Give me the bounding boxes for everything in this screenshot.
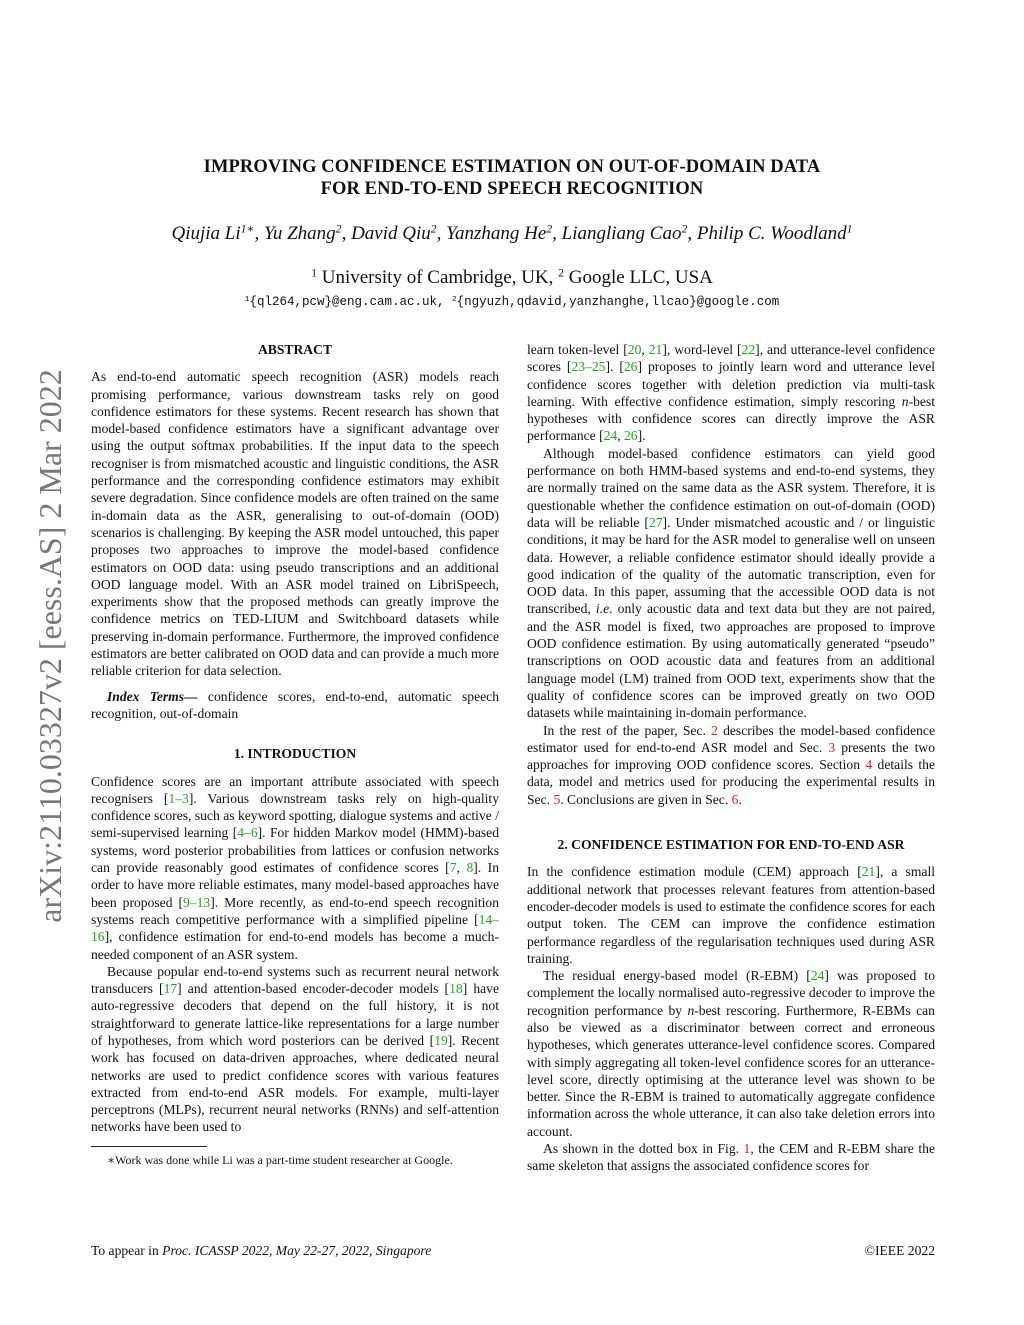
figure-ref-link[interactable]: 1 xyxy=(743,1141,751,1157)
citation-link[interactable]: 21 xyxy=(861,864,876,880)
text-run: In the rest of the paper, Sec. xyxy=(543,722,712,738)
right-paragraph-5 xyxy=(527,967,935,1140)
affiliation-google: Google LLC, USA xyxy=(564,267,713,288)
author-affiliation-mark: 2 xyxy=(546,222,553,236)
text-run: , the CEM and R-EBM share the same skeleton that assigns the associated confidence scores for xyxy=(527,1141,935,1174)
footer-venue-prefix: To appear in xyxy=(91,1243,163,1258)
section-ref-link[interactable]: 2 xyxy=(711,722,718,738)
affiliation-cambridge: University of Cambridge, UK, xyxy=(317,267,559,288)
text-run: ] was proposed to complement the locally normalised auto-regressive decoder to improve the recognition performance by xyxy=(527,968,935,1018)
author-name: Yanzhang He xyxy=(446,223,547,244)
text-run: . Conclusions are given in Sec. xyxy=(560,791,732,807)
citation-link[interactable]: 26 xyxy=(624,428,638,444)
text-run: ]. In order to have more reliable estimates, many model-based approaches have been proposed [ xyxy=(91,860,500,910)
footer-venue-name: Proc. ICASSP 2022, May 22-27, 2022, Singapore xyxy=(162,1243,432,1258)
section-ref-link[interactable]: 6 xyxy=(731,791,739,807)
text-run: Confidence scores are an important attribute associated with speech recognisers [ xyxy=(91,773,499,806)
abstract-text: As end-to-end automatic speech recognition (ASR) models reach promising performance, various downstream tasks rely on good confidence estimators for these systems. Recent research has shown that model-based confidence estimators have a significant advantage over using the output softmax probabilities. If the input data to the speech recogniser is from mismatched acoustic and linguistic conditions, the ASR performance and the corresponding confidence estimators may exhibit severe degradation. Since confidence models are often trained on the same in-domain data as the ASR, generalising to out-of-domain (OOD) scenarios is challenging. By keeping the ASR model untouched, this paper proposes two approaches to improve the model-based confidence estimators on OOD data: using pseudo transcriptions and an additional OOD language model. With an ASR model trained on LibriSpeech, experiments show that the proposed methods can greatly improve the confidence metrics on TED-LIUM and Switchboard datasets while preserving in-domain performance. Furthermore, the improved confidence estimators are better calibrated on OOD data and can provide a much more reliable criterion for data selection. xyxy=(91,369,499,679)
left-column xyxy=(91,341,499,1168)
index-terms-text: confidence scores, end-to-end, automatic speech recognition, out-of-domain xyxy=(91,688,499,721)
text-run: . xyxy=(738,791,742,807)
text-run: ]. More recently, as end-to-end speech recognition systems reach competitive performance with a simplified pipeline [ xyxy=(91,894,499,927)
text-run: ]. For hidden Markov model (HMM)-based systems, word posterior probabilities from lattices or confusion networks can provide reasonably good estimates of confidence scores [ xyxy=(91,825,500,876)
author-separator: , xyxy=(687,223,697,244)
arxiv-identifier-sidebar: arXiv:2110.03327v2 [eess.AS] 2 Mar 2022 xyxy=(32,369,68,923)
citation-link[interactable]: 19 xyxy=(434,1032,448,1048)
intro-heading: 1. INTRODUCTION xyxy=(233,746,357,762)
citation-link[interactable]: 21 xyxy=(648,342,663,357)
text-run: In the confidence estimation module (CEM) approach [ xyxy=(527,864,862,880)
author-separator: , xyxy=(436,223,447,244)
author-affiliation-mark: 1 xyxy=(846,222,853,236)
affiliation-mark: 1 xyxy=(311,266,317,280)
text-run: ]. Various downstream tasks rely on high-quality confidence scores, such as keyword spotting, dialogue systems and active / semi-supervised learning [ xyxy=(91,790,499,841)
index-terms xyxy=(91,688,499,723)
intro-paragraph-1 xyxy=(91,773,499,963)
text-run: The residual energy-based model (R-EBM) [ xyxy=(543,968,811,984)
paper-title xyxy=(150,156,874,200)
section-ref-link[interactable]: 4 xyxy=(865,757,873,773)
section-ref-link[interactable]: 3 xyxy=(828,739,836,755)
email-group-cambridge[interactable]: {ql264,pcw}@eng.cam.ac.uk, xyxy=(249,295,452,309)
author-affiliation-mark: 1∗ xyxy=(240,222,255,236)
index-terms-label: Index Terms— xyxy=(107,688,198,704)
right-paragraph-1 xyxy=(527,341,935,445)
section-ref-link[interactable]: 5 xyxy=(553,791,561,807)
affiliation-mark: 2 xyxy=(558,266,565,280)
text-run: ] proposes to jointly learn word and utterance level confidence scores together with deletion prediction via multi-task learning. With effective confidence estimation, simply rescoring xyxy=(527,359,936,409)
text-run: ], word-level [ xyxy=(662,342,742,357)
author-name: Qiujia Li xyxy=(171,223,241,244)
citation-link[interactable]: 24 xyxy=(810,968,825,984)
right-paragraph-4 xyxy=(527,863,935,967)
text-run: Because popular end-to-end systems such as recurrent neural network transducers [ xyxy=(91,963,499,997)
citation-link[interactable]: 18 xyxy=(449,981,463,997)
abstract-heading: ABSTRACT xyxy=(257,342,333,357)
intro-paragraph-2 xyxy=(91,963,499,1136)
citation-link[interactable]: 24 xyxy=(603,428,618,444)
text-run: ], and utterance-level confidence scores [ xyxy=(527,342,935,375)
text-run: ]. [ xyxy=(605,359,624,375)
email-group-google[interactable]: {ngyuzh,qdavid,yanzhanghe,llcao}@google.com xyxy=(456,295,780,309)
title-line-1: IMPROVING CONFIDENCE ESTIMATION ON OUT-OF-DOMAIN DATA xyxy=(203,157,821,177)
author-separator: , xyxy=(254,223,265,244)
right-column xyxy=(527,341,935,1175)
citation-link[interactable]: 27 xyxy=(648,514,663,530)
title-line-2: FOR END-TO-END SPEECH RECOGNITION xyxy=(320,179,704,199)
citation-link[interactable]: 26 xyxy=(623,359,638,375)
text-run: , xyxy=(617,428,624,444)
right-paragraph-6 xyxy=(527,1140,935,1175)
citation-link[interactable]: 20 xyxy=(627,342,642,357)
author-name: David Qiu xyxy=(351,223,431,244)
right-paragraph-2 xyxy=(527,445,935,722)
text-run: -best rescoring. Furthermore, R-EBMs can also be viewed as a discriminator between correct and erroneous hypotheses, which generates utterance-level confidence scores. Compared with simply aggregating all token-level confidence scores for an utterance-level score, directly optimising at the utterance level was shown to be better. Since the R-EBM is trained to automatically aggregate confidence information across the whole utterance, it can also take deletion errors into account. xyxy=(527,1002,935,1139)
text-run: . only acoustic data and text data but they are not paired, and the ASR model is fixed, two approaches are proposed to improve OOD confidence estimation. By using automatically generated “pseudo” transcriptions on OOD acoustic data and features from an additional language model (LM) trained from OOD text, experiments show that the quality of confidence scores can be improved greatly on two OOD datasets while maintaining in-domain performance. xyxy=(527,601,936,721)
right-paragraph-3 xyxy=(527,722,935,808)
citation-link[interactable]: 22 xyxy=(741,342,756,357)
author-affiliation-mark: 2 xyxy=(430,222,437,236)
footnote: ∗Work was done while Li was a part-time student researcher at Google. xyxy=(107,1152,453,1167)
text-run: ]. Under mismatched acoustic and / or linguistic conditions, it may be hard for the ASR model to generalise well on unseen data. However, a reliable confidence estimator should ideally provide a good indication of the quality of the automatic transcription, even for OOD data. In this paper, assuming that the accessible OOD data is not transcribed, xyxy=(527,514,935,617)
author-list xyxy=(100,222,924,246)
math-n: n xyxy=(687,1002,695,1018)
footnote-rule xyxy=(91,1146,207,1147)
author-affiliation-mark: 2 xyxy=(681,222,688,236)
text-run: details the data, model and metrics used for producing the experimental results in Sec. xyxy=(527,757,936,807)
math-n: n xyxy=(901,393,909,409)
text-run: , xyxy=(456,860,467,876)
citation-link[interactable]: 9–13 xyxy=(183,894,211,910)
italic-ie: i.e xyxy=(595,601,610,617)
text-run: describes the model-based confidence estimator used for end-to-end ASR model and Sec. xyxy=(527,722,935,755)
author-name: Philip C. Woodland xyxy=(696,223,847,244)
citation-link[interactable]: 7 xyxy=(449,860,457,876)
text-run: ]. Recent work has focused on data-driven approaches, where dedicated neural networks are used to predict confidence scores with various features extracted from end-to-end ASR models. For example, multi-layer perceptrons (MLPs), recurrent neural networks (RNNs) and self-attention networks have been used to xyxy=(91,1032,499,1135)
text-run: presents the two approaches for improving OOD confidence scores. Section xyxy=(527,739,935,773)
text-run: ] and attention-based encoder-decoder models [ xyxy=(177,981,450,997)
text-run: ]. xyxy=(637,428,646,444)
text-run: Although model-based confidence estimators can yield good performance on both HMM-based systems and end-to-end systems, they are normally trained on the same data as the ASR system. Therefore, it is questionable whether the confidence estimation on out-of-domain (OOD) data will be reliable [ xyxy=(527,445,935,530)
citation-link[interactable]: 23–25 xyxy=(571,359,606,375)
text-run: ] have auto-regressive decoders that depend on the full history, it is not straightforward to generate lattice-like representations for a large number of hypotheses, from which word posteriors can be derived [ xyxy=(91,981,500,1048)
author-name: Yu Zhang xyxy=(264,223,336,244)
author-separator: , xyxy=(341,223,352,244)
citation-link[interactable]: 17 xyxy=(163,981,178,997)
author-emails xyxy=(100,294,924,310)
author-name: Liangliang Cao xyxy=(561,223,682,244)
email-mark: 2 xyxy=(451,295,457,304)
footer-copyright: ©IEEE 2022 xyxy=(864,1243,935,1258)
citation-link[interactable]: 1–3 xyxy=(168,790,189,806)
author-affiliation-mark: 2 xyxy=(335,222,342,236)
author-separator: , xyxy=(552,223,562,244)
citation-link[interactable]: 8 xyxy=(466,860,474,876)
text-run: ], a small additional network that processes relevant features from attention-based encoder-decoder models is used to estimate the confidence scores for each output token. The CEM can improve the confidence estimation performance regardless of the regularisation techniques used during ASR training. xyxy=(527,864,935,966)
text-run: , xyxy=(641,342,649,357)
text-run: ], confidence estimation for end-to-end models has become a much-needed component of an ASR system. xyxy=(91,929,499,962)
citation-link[interactable]: 14–16 xyxy=(91,911,499,945)
affiliations xyxy=(100,266,924,290)
citation-link[interactable]: 4–6 xyxy=(237,825,258,841)
text-run: learn token-level [ xyxy=(527,342,628,357)
section-2-heading: 2. CONFIDENCE ESTIMATION FOR END-TO-END ASR xyxy=(557,837,905,853)
email-mark: 1 xyxy=(244,295,250,304)
text-run: -best hypotheses with confidence scores can directly improve the ASR performance [ xyxy=(527,393,935,444)
text-run: As shown in the dotted box in Fig. xyxy=(543,1141,744,1157)
footer-venue xyxy=(91,1243,431,1259)
